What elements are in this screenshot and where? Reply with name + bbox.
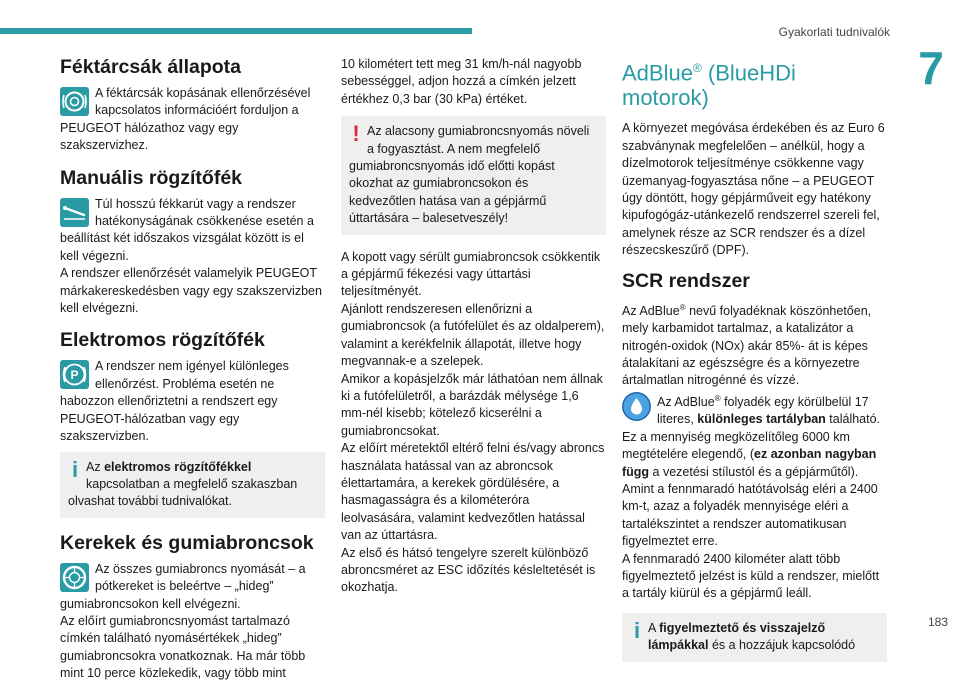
paragraph: A fennmaradó 2400 kilométer alatt több figyelmeztető jelzést is küld a rendszer, mielőtt a tartály kiürül és a gépjármű leáll. [622, 551, 880, 601]
svg-text:P: P [70, 368, 79, 383]
paragraph: Az előírt méretektől eltérő felni és/vagy abroncs használata hatással van az abroncsok élettartamára, a kerekek gördülésére, a hasmagasságra és a kilométeróra leolvasására, valamint kedvezőtlen hatással van az úttartásra. [341, 441, 605, 543]
paragraph: Ajánlott rendszeresen ellenőrizni a gumiabroncsok (a futófelület és az oldalperem), valamint a kerékfelnik állapotát, illetve hogy megvannak-e a szelepek. [341, 301, 605, 369]
paragraph: Az előírt gumiabroncsnyomást tartalmazó címkén található nyomásértékek „hideg” gumiabroncsokra vonatkoznak. Ha már több mint 10 perce közlekedik, vagy több mint [60, 613, 306, 681]
column-2 [341, 56, 606, 597]
paragraph: A féktárcsák kopásának ellenőrzésével kapcsolatos információért forduljon a PEUGEOT hálózathoz vagy egy szakszervizhez. [60, 86, 311, 153]
paragraph: A rendszer nem igényel különleges ellenőrzést. Probléma esetén ne habozzon ellenőriztetni a rendszert egy PEUGEOT-hálózatban vagy egy szakszervizben. [60, 359, 289, 444]
section-brake-discs [60, 56, 325, 155]
section-title: Féktárcsák állapota [60, 56, 242, 78]
paragraph: Az AdBlue® nevű folyadéknak köszönhetően, mely karbamidot tartalmaz, a katalizátor a nitrogén-oxidok (NOx) akár 85%- át is képes átalakítani az egészségre és a környezetre ártalmatlan nitrogénné és vízzé. [622, 302, 872, 388]
paragraph: A kopott vagy sérült gumiabroncsok csökkentik a gépjármű fékezési vagy úttartási teljesítményét. [341, 249, 601, 299]
paragraph: Amint a fennmaradó hatótávolság eléri a 2400 km-t, azaz a folyadék mennyisége eléri a tartalékszintet a rendszer automatikusan figyelmeztet erre. [622, 481, 878, 549]
section-manual-parking-brake [60, 167, 325, 318]
paragraph: 10 kilométert tett meg 31 km/h-nál nagyobb sebességgel, adjon hozzá a címkén jelzett értékhez 0,3 bar (30 kPa) értéket. [341, 57, 582, 106]
section-title: Manuális rögzítőfék [60, 166, 243, 189]
section-electric-parking-brake [60, 329, 325, 517]
section-title: Elektromos rögzítőfék [60, 329, 265, 352]
column-3: AdBlue® (BlueHDi motorok) A környezet megóvása érdekében és az Euro 6 szabványnak megfelelően – anélkül, hogy a dízelmotorok teljesítménye csökkenne vagy üzemanyag-fogyasztása nőne – a PEUGEOT úgy döntött, hogy gépjárműveit egy hatékony kipufogógáz-utánkezelő rendszerrel szereli fel, amelynek része az SCR rendszer és a dízel részecskeszűrő (DPF). SCR rendszer Az AdBlue® nevű folyadéknak köszönhetően, mely karbamidot tartalmaz, a katalizátor a nitrogén-oxidok (NOx) akár 85%- át is képes átalakítani az egészségre és a környezetre ártalmatlan nitrogénné és vízzé. Az AdBlue® folyadék egy körülbelül 17 literes, különleges tartályban található. Ez a mennyiség megközelítőleg 6000 km megtételére elegendő, (ez azonban nagyban függ a vezetési stílustól és a gépjárműtől). Amint a fennmaradó hatótávolság eléri a 2400 km-t, azaz a folyadék mennyisége eléri a tartalékszintet a rendszer automatikusan figyelmeztet erre. A fennmaradó 2400 kilométer alatt több figyelmeztető jelzést is küld a rendszer, mielőtt a tartály kiürül és a gépjármű leáll. i A figyelmeztető és visszajelző lámpákkal és a hozzájuk kapcsolódó [622, 56, 887, 676]
section-wheels-tyres [60, 532, 325, 683]
section-title: SCR rendszer [622, 269, 750, 292]
electric-parking-brake-icon [60, 360, 89, 389]
tyre-icon [60, 563, 89, 592]
header-accent-bar [0, 28, 472, 34]
paragraph: Túl hosszú fékkarút vagy a rendszer hatékonyságának csökkenése esetén a beállítást két időszakos vizsgálat között is el kell végezni. [60, 196, 314, 263]
section-title: Kerekek és gumiabroncsok [60, 531, 314, 554]
section-header: Gyakorlati tudnivalók [778, 25, 890, 39]
paragraph: Amikor a kopásjelzők már láthatóan nem állnak ki a futófelületről, a barázdák mélysége 1,6 mm-nél kisebb; kötelező kicserélni a gumiabroncsokat. [341, 371, 603, 438]
column-1 [60, 56, 325, 695]
page-number: 183 [927, 615, 948, 629]
parking-brake-icon [60, 198, 89, 227]
paragraph: A környezet megóvása érdekében és az Euro 6 szabványnak megfelelően – anélkül, hogy a dízelmotorok teljesítménye csökkenne vagy üzemanyag-fogyasztása nőne – a PEUGEOT úgy döntött, hogy gépjárműveit egy hatékony kipufogógáz-utánkezelő rendszerrel szereli fel, amelynek része az SCR rendszer és a dízel részecskeszűrő (DPF). [622, 121, 885, 258]
info-box: i Az elektromos rögzítőfékkel kapcsolatban a megfelelő szakaszban olvashat további tudnivalókat. [60, 452, 325, 518]
info-box: i A figyelmeztető és visszajelző lámpákkal és a hozzájuk kapcsolódó [622, 613, 887, 662]
brake-pad-icon [60, 87, 89, 116]
info-icon: i [633, 617, 641, 643]
paragraph: Az összes gumiabroncs nyomását – a pótkereket is beleértve – „hideg” gumiabroncsokon kell elvégezni. [60, 561, 306, 611]
info-icon: i [71, 456, 79, 482]
adblue-icon [622, 392, 651, 421]
paragraph: Ez a mennyiség megközelítőleg 6000 km megtételére elegendő, (ez azonban nagyban függ a vezetési stílustól és a gépjárműtől). [622, 429, 877, 479]
chapter-number: 7 [918, 42, 944, 94]
paragraph: A rendszer ellenőrzését valamelyik PEUGEOT márkakereskedésben vagy egy szakszervizben kell elvégezni. [60, 266, 322, 316]
paragraph: Az első és hátsó tengelyre szerelt különböző abroncsméret az ESC időzítés késleltetését is okozhatja. [341, 545, 596, 595]
warning-box: ! Az alacsony gumiabroncsnyomás növeli a fogyasztást. A nem megfelelő gumiabroncsnyomás idő előtti kopást okozhat az gumiabroncsokon és kedvezőtlen hatása van a gépjármű úttartására – balesetveszély! [341, 116, 606, 234]
warning-icon: ! [352, 121, 360, 147]
page-title: AdBlue® (BlueHDi motorok) [622, 60, 796, 111]
